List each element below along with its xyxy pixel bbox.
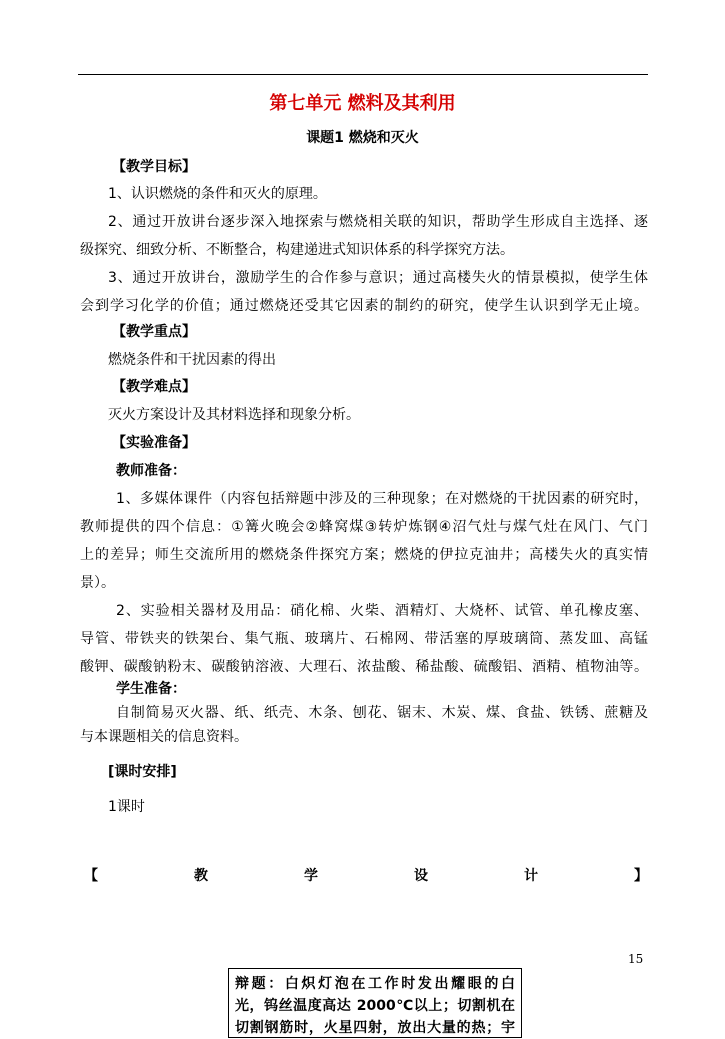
design-heading-char: 】 [634,868,648,884]
teacher-prep-1-line-4: 景）。 [80,575,115,591]
design-heading-char: 教 [194,868,208,884]
objectives-heading: 【教学目标】 [112,159,196,175]
debate-line-3: 切割钢筋时，火星四射，放出大量的热；宇 [235,1020,515,1036]
preparation-heading: 【实验准备】 [112,435,196,451]
design-heading-char: 学 [304,868,318,884]
lesson-subtitle: 课题1 燃烧和灭火 [306,130,419,146]
schedule-text: 1课时 [108,799,145,815]
design-heading [84,866,648,886]
objective-2-line-1: 2、通过开放讲台逐步深入地探索与燃烧相关联的知识，帮助学生形成自主选择、逐 [108,214,648,230]
student-prep-line-1: 自制简易灭火器、纸、纸壳、木条、刨花、锯末、木炭、煤、食盐、铁锈、蔗糖及 [116,705,648,721]
teacher-prep-heading: 教师准备： [116,463,186,479]
teacher-prep-2-line-2: 导管、带铁夹的铁架台、集气瓶、玻璃片、石棉网、带活塞的厚玻璃筒、蒸发皿、高锰 [80,631,648,647]
debate-line-1: 辩题：白炽灯泡在工作时发出耀眼的白 [235,976,515,992]
objective-3-line-1: 3、通过开放讲台，激励学生的合作参与意识；通过高楼失火的情景模拟，使学生体 [108,270,648,286]
design-heading-char: 计 [524,868,538,884]
design-heading-char: 【 [84,868,98,884]
focus-text: 燃烧条件和干扰因素的得出 [108,352,276,368]
schedule-heading: [课时安排] [108,764,177,780]
header-rule [78,74,648,75]
unit-title: 第七单元 燃料及其利用 [269,93,456,114]
page-number: 15 [628,952,644,966]
teacher-prep-1-line-1: 1、多媒体课件（内容包括辩题中涉及的三种现象；在对燃烧的干扰因素的研究时， [116,491,648,507]
difficulty-heading: 【教学难点】 [112,379,196,395]
focus-heading: 【教学重点】 [112,324,196,340]
teacher-prep-2-line-3: 酸钾、碳酸钠粉末、碳酸钠溶液、大理石、浓盐酸、稀盐酸、硫酸铝、酒精、植物油等。 [80,659,648,675]
objective-1: 1、认识燃烧的条件和灭火的原理。 [108,186,327,202]
debate-topic-box [228,968,522,1038]
difficulty-text: 灭火方案设计及其材料选择和现象分析。 [108,407,360,423]
objective-3-line-2: 会到学习化学的价值；通过燃烧还受其它因素的制约的研究，使学生认识到学无止境。 [80,298,648,314]
student-prep-line-2: 与本课题相关的信息资料。 [80,729,248,745]
student-prep-heading: 学生准备： [116,681,186,697]
teacher-prep-1-line-3: 上的差异；师生交流所用的燃烧条件探究方案；燃烧的伊拉克油井；高楼失火的真实情 [80,547,648,563]
design-heading-char: 设 [414,868,428,884]
objective-2-line-2: 级探究、细致分析、不断整合，构建递进式知识体系的科学探究方法。 [80,242,514,258]
teacher-prep-1-line-2: 教师提供的四个信息：①篝火晚会②蜂窝煤③转炉炼钢④沼气灶与煤气灶在风门、气门 [80,519,648,535]
teacher-prep-2-line-1: 2、实验相关器材及用品：硝化棉、火柴、酒精灯、大烧杯、试管、单孔橡皮塞、 [116,603,648,619]
debate-line-2: 光，钨丝温度高达 2000℃以上；切割机在 [235,998,515,1014]
